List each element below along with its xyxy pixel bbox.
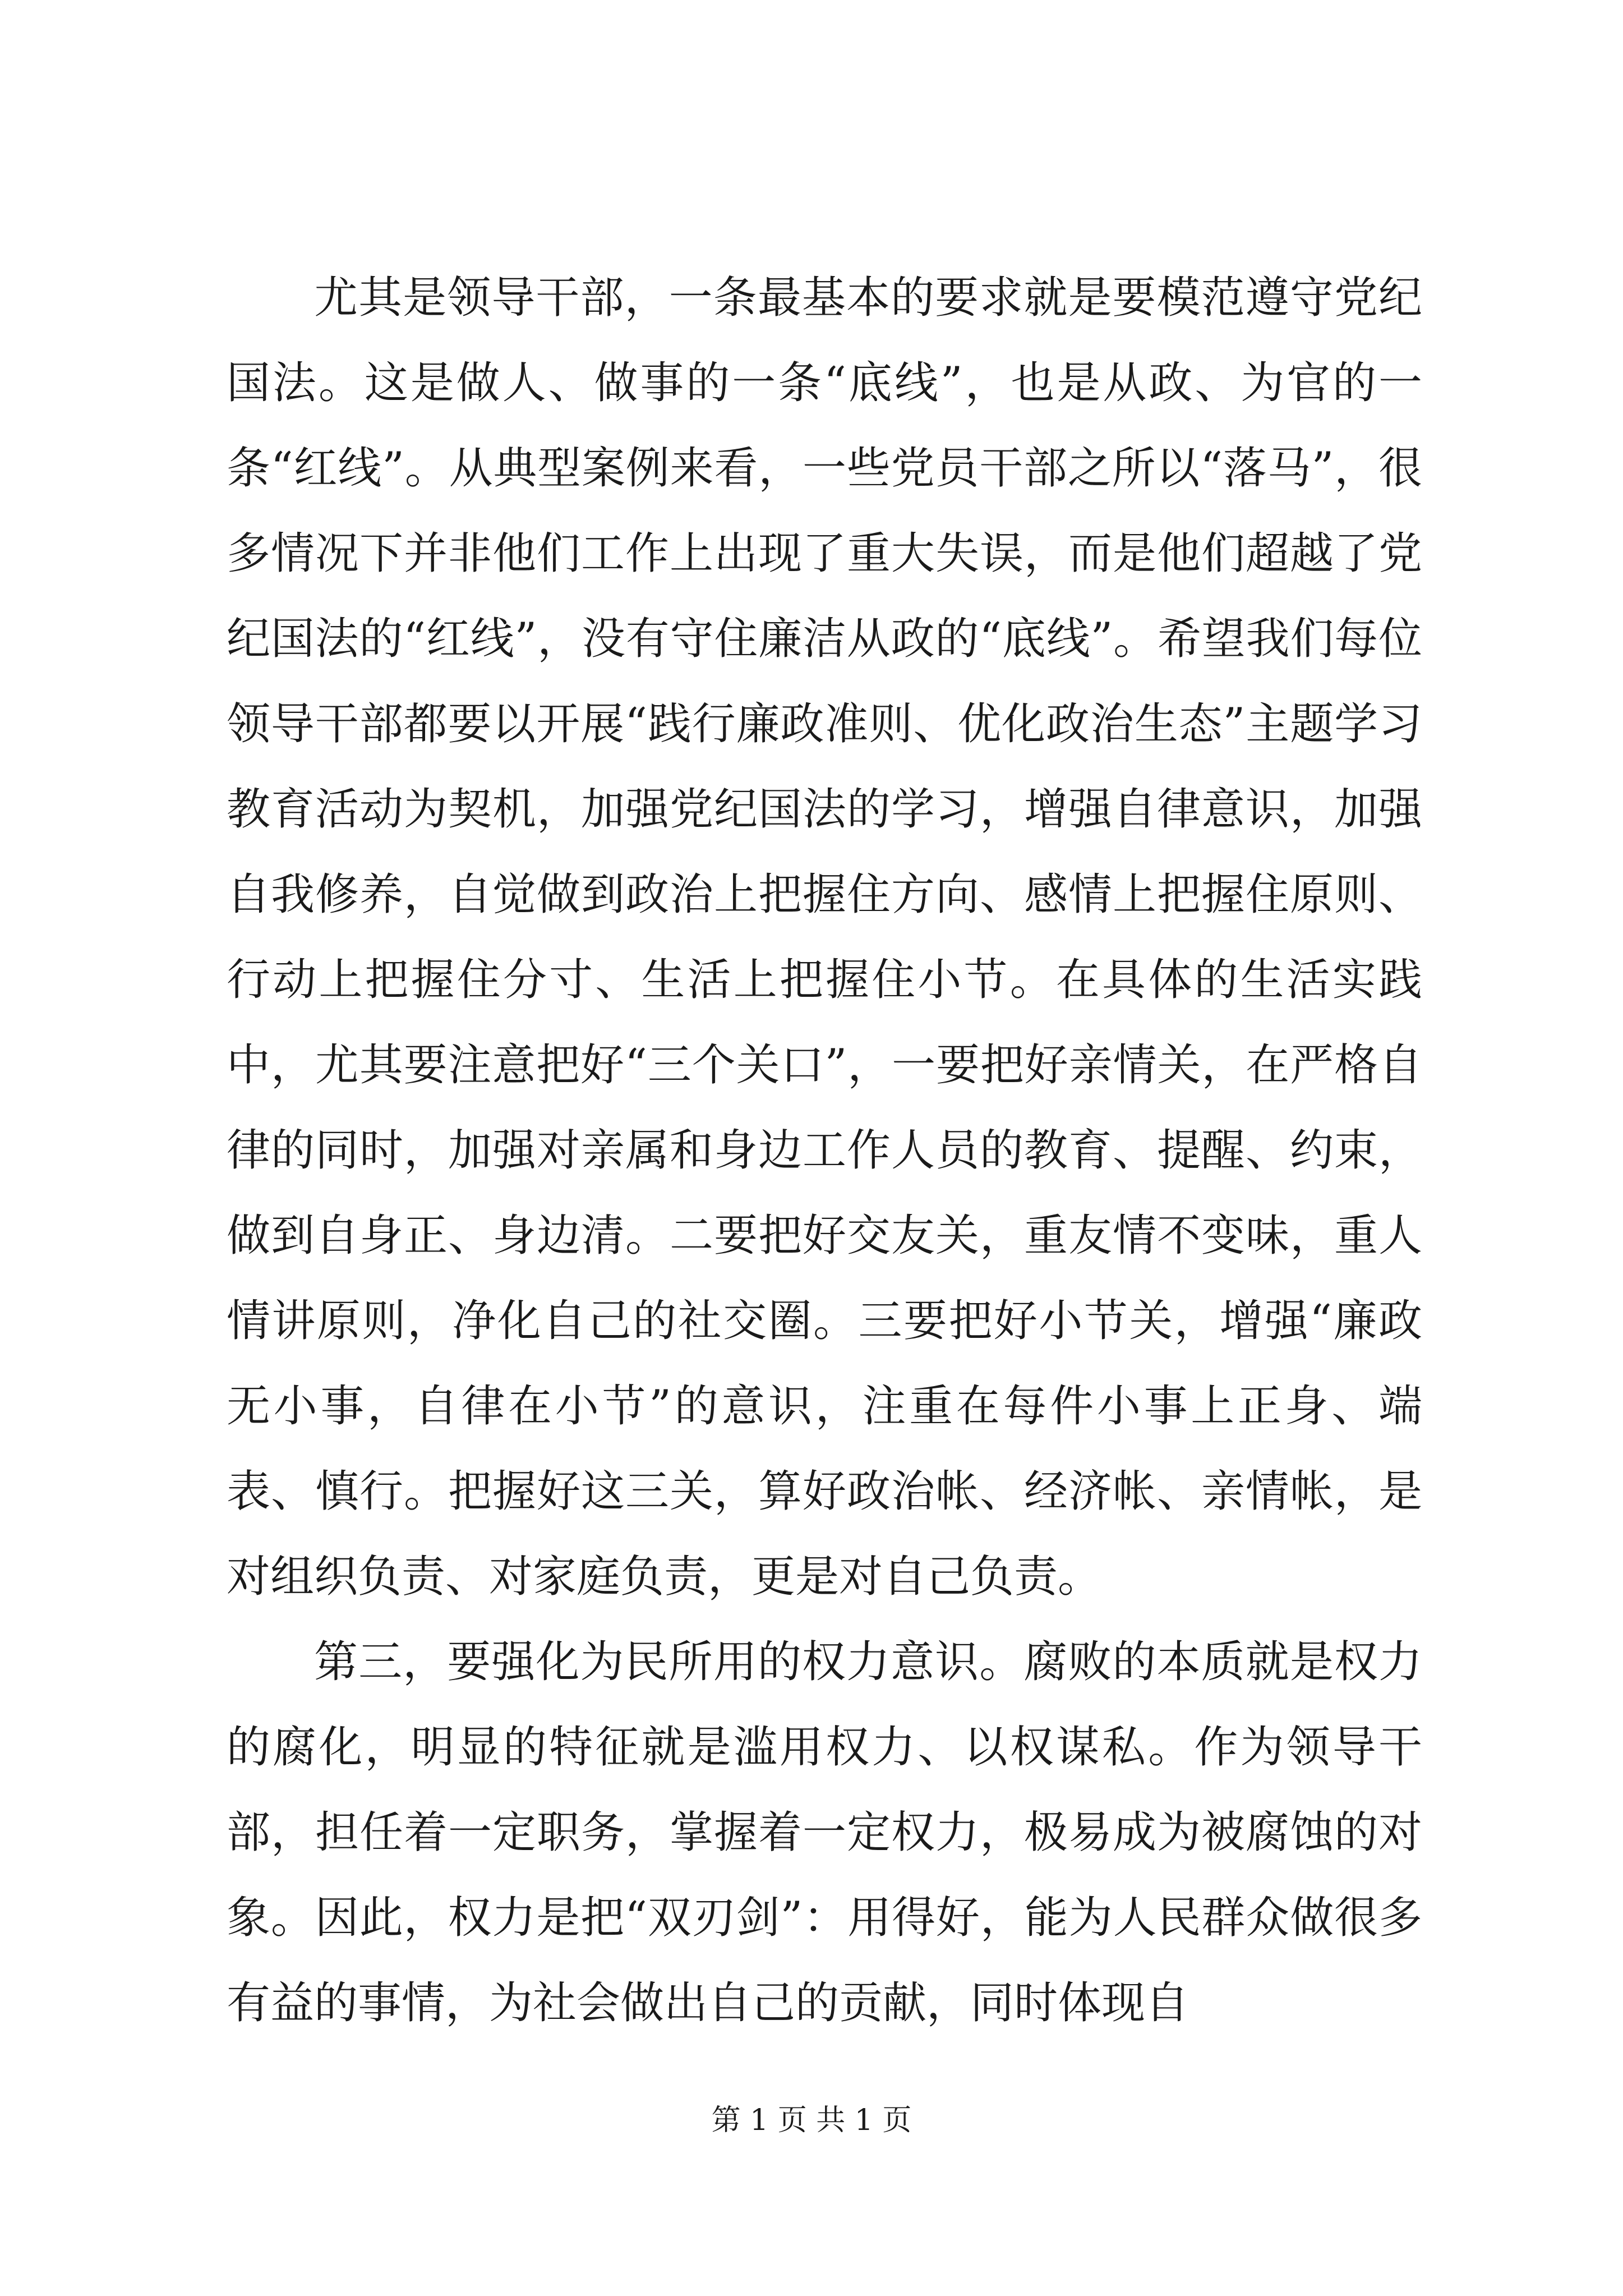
document-body <box>227 255 1422 2046</box>
paragraph-2: 第三，要强化为民所用的权力意识。腐败的本质就是权力的腐化，明显的特征就是滥用权力、以权谋私。作为领导干部，担任着一定职务，掌握着一定权力，极易成为被腐蚀的对象。因此，权力是把“双刃剑”：用得好，能为人民群众做很多有益的事情，为社会做出自己的贡献，同时体现自 <box>227 1637 1422 2028</box>
paragraph-1: 尤其是领导干部，一条最基本的要求就是要模范遵守党纪国法。这是做人、做事的一条“底线”，也是从政、为官的一条“红线”。从典型案例来看，一些党员干部之所以“落马”，很多情况下并非他们工作上出现了重大失误，而是他们超越了党纪国法的“红线”，没有守住廉洁从政的“底线”。希望我们每位领导干部都要以开展“践行廉政准则、优化政治生态”主题学习教育活动为契机，加强党纪国法的学习，增强自律意识，加强自我修养，自觉做到政治上把握住方向、感情上把握住原则、行动上把握住分寸、生活上把握住小节。在具体的生活实践中，尤其要注意把好“三个关口”，一要把好亲情关，在严格自律的同时，加强对亲属和身边工作人员的教育、提醒、约束，做到自身正、身边清。二要把好交友关，重友情不变味，重人情讲原则，净化自己的社交圈。三要把好小节关，增强“廉政无小事，自律在小节”的意识，注重在每件小事上正身、端表、慎行。把握好这三关，算好政治帐、经济帐、亲情帐，是对组织负责、对家庭负责，更是对自己负责。 <box>227 273 1422 1602</box>
page-footer: 第 1 页 共 1 页 <box>711 2104 912 2137</box>
